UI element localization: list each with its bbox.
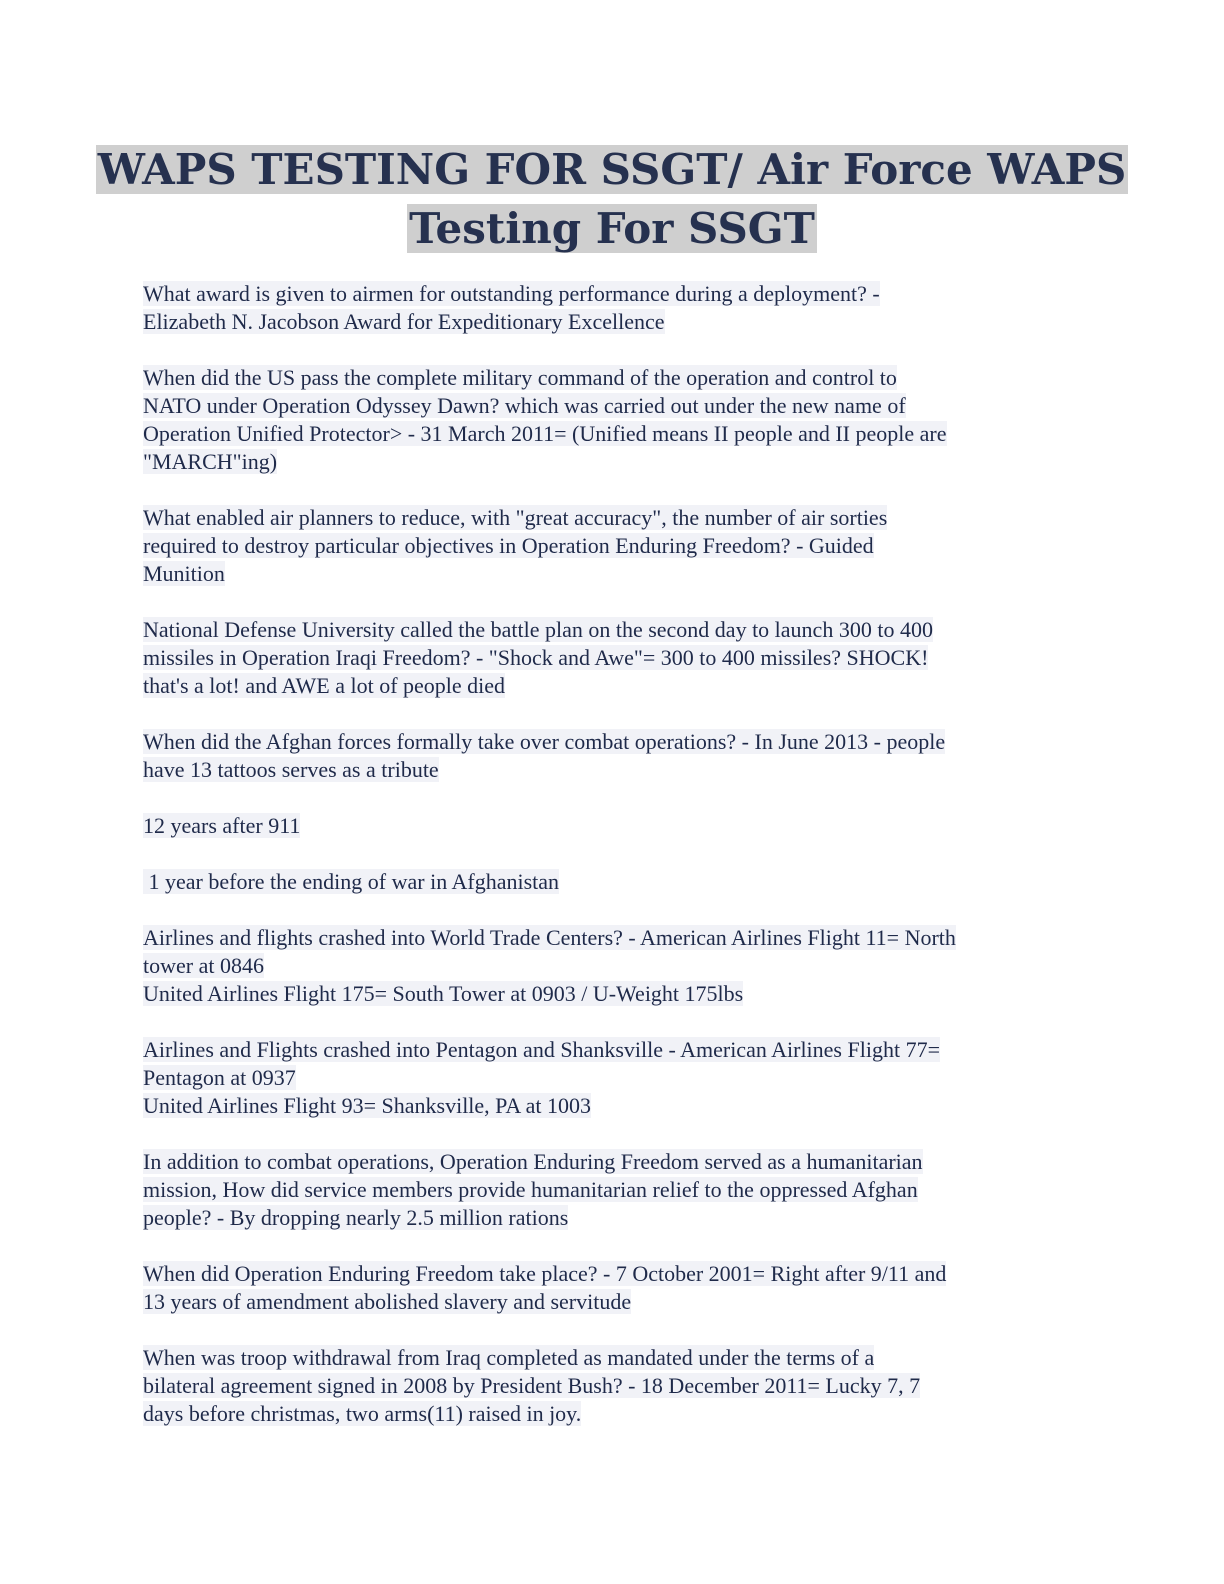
title-line-1: WAPS TESTING FOR SSGT/ Air Force WAPS [97, 145, 1127, 194]
text-line-content: When did the Afghan forces formally take over combat operations? - In June 2013 - people [143, 729, 946, 754]
text-line-content: tower at 0846 [143, 953, 264, 978]
text-line-content: What enabled air planners to reduce, with "great accuracy", the number of air sorties [143, 505, 888, 530]
text-line [143, 1372, 1083, 1400]
text-line-content: 12 years after 911 [143, 813, 301, 838]
text-line-content: When did the US pass the complete military command of the operation and control to [143, 365, 897, 390]
text-line [143, 1260, 1083, 1288]
text-line [143, 1344, 1083, 1372]
text-line [143, 924, 1083, 952]
question-paragraph [143, 280, 1083, 336]
text-line [143, 980, 1083, 1008]
text-line [143, 952, 1083, 980]
document-title [0, 140, 1224, 258]
text-line [143, 1176, 1083, 1204]
text-line-content: "MARCH"ing) [143, 449, 278, 474]
document-body [143, 280, 1083, 1456]
text-line-content: When was troop withdrawal from Iraq completed as mandated under the terms of a [143, 1345, 875, 1370]
text-line [143, 280, 1083, 308]
text-line [143, 616, 1083, 644]
text-line-content: Airlines and Flights crashed into Pentagon and Shanksville - American Airlines Flight 77= [143, 1037, 940, 1062]
question-paragraph [143, 924, 1083, 1008]
text-line-content: bilateral agreement signed in 2008 by President Bush? - 18 December 2011= Lucky 7, 7 [143, 1373, 921, 1398]
text-line [143, 392, 1083, 420]
text-line [143, 644, 1083, 672]
text-line-content: What award is given to airmen for outstanding performance during a deployment? - [143, 281, 880, 306]
text-line [143, 868, 1083, 896]
text-line-content: United Airlines Flight 175= South Tower at 0903 / U-Weight 175lbs [143, 981, 744, 1006]
text-line-content: days before christmas, two arms(11) raised in joy. [143, 1401, 582, 1426]
text-line [143, 1148, 1083, 1176]
text-line-content: 1 year before the ending of war in Afghanistan [143, 869, 560, 894]
text-line [143, 812, 1083, 840]
text-line [143, 728, 1083, 756]
question-paragraph [143, 504, 1083, 588]
text-line-content: people? - By dropping nearly 2.5 million rations [143, 1205, 569, 1230]
text-line [143, 504, 1083, 532]
text-line-content: Munition [143, 561, 225, 586]
text-line-content: missiles in Operation Iraqi Freedom? - "Shock and Awe"= 300 to 400 missiles? SHOCK! [143, 645, 929, 670]
text-line [143, 756, 1083, 784]
text-line-content: Airlines and flights crashed into World Trade Centers? - American Airlines Flight 11= North [143, 925, 956, 950]
text-line [143, 448, 1083, 476]
text-line-content: have 13 tattoos serves as a tribute [143, 757, 439, 782]
text-line [143, 672, 1083, 700]
text-line [143, 364, 1083, 392]
question-paragraph [143, 812, 1083, 840]
text-line [143, 1036, 1083, 1064]
text-line-content: NATO under Operation Odyssey Dawn? which was carried out under the new name of [143, 393, 906, 418]
question-paragraph [143, 868, 1083, 896]
text-line-content: required to destroy particular objectives in Operation Enduring Freedom? - Guided [143, 533, 874, 558]
text-line [143, 1092, 1083, 1120]
title-line-2: Testing For SSGT [409, 204, 815, 253]
text-line [143, 1064, 1083, 1092]
question-paragraph [143, 616, 1083, 700]
question-paragraph [143, 1344, 1083, 1428]
text-line-content: When did Operation Enduring Freedom take place? - 7 October 2001= Right after 9/11 and [143, 1261, 947, 1286]
text-line-content: National Defense University called the battle plan on the second day to launch 300 to 400 [143, 617, 933, 642]
text-line-content: mission, How did service members provide humanitarian relief to the oppressed Afghan [143, 1177, 918, 1202]
text-line-content: Pentagon at 0937 [143, 1065, 296, 1090]
text-line [143, 1400, 1083, 1428]
text-line-content: Operation Unified Protector> - 31 March 2011= (Unified means II people and II people are [143, 421, 947, 446]
text-line [143, 308, 1083, 336]
text-line-content: Elizabeth N. Jacobson Award for Expeditionary Excellence [143, 309, 665, 334]
text-line-content: United Airlines Flight 93= Shanksville, PA at 1003 [143, 1093, 591, 1118]
question-paragraph [143, 728, 1083, 784]
text-line-content: In addition to combat operations, Operation Enduring Freedom served as a humanitarian [143, 1149, 923, 1174]
question-paragraph [143, 1260, 1083, 1316]
text-line-content: 13 years of amendment abolished slavery and servitude [143, 1289, 632, 1314]
text-line [143, 1204, 1083, 1232]
question-paragraph [143, 1036, 1083, 1120]
text-line [143, 560, 1083, 588]
text-line [143, 532, 1083, 560]
text-line [143, 1288, 1083, 1316]
question-paragraph [143, 364, 1083, 476]
question-paragraph [143, 1148, 1083, 1232]
text-line-content: that's a lot! and AWE a lot of people died [143, 673, 506, 698]
text-line [143, 420, 1083, 448]
